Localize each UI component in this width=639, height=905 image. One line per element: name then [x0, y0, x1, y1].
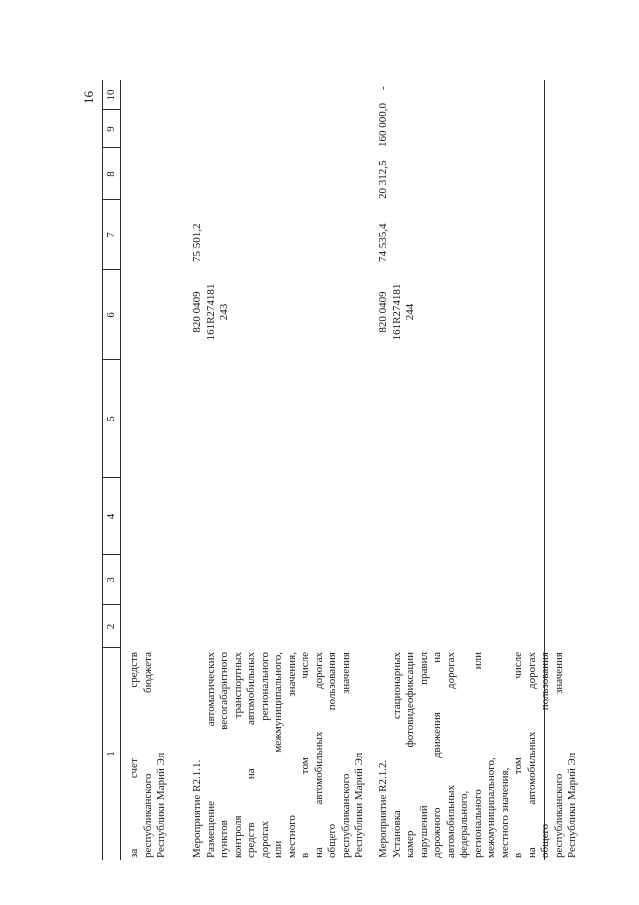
description-line: республиканского бюджета — [141, 652, 154, 858]
row-1-description — [191, 652, 367, 858]
description-line: Размещение автоматических — [204, 652, 217, 858]
row-2-description — [377, 652, 580, 858]
row-1-budget-code — [191, 272, 232, 352]
description-line: дорогах регионального — [258, 652, 271, 858]
column-header-5: 5 — [105, 416, 117, 422]
description-line: контроля транспортных — [231, 652, 244, 858]
description-line: Мероприятие R2.1.2. — [377, 759, 389, 858]
description-line: Республики Марий Эл — [566, 752, 578, 858]
description-line: Мероприятие R2.1.1. — [191, 759, 203, 858]
description-line: на автомобильных дорогах — [525, 652, 538, 858]
description-line: в том числе — [299, 652, 311, 858]
description-line: общего пользования — [326, 652, 338, 858]
column-header-4: 4 — [105, 513, 117, 520]
description-line: пунктов весогабаритного — [218, 652, 230, 858]
description-line: республиканского значения — [339, 652, 352, 858]
page-number: 16 — [81, 91, 96, 104]
description-line: дорожного движения на — [431, 652, 443, 858]
row-2-col9-value: 160 000,0 — [377, 103, 389, 147]
description-line: средств на автомобильных — [245, 652, 257, 858]
row-2-col8-value: 20 312,5 — [377, 160, 389, 199]
description-line: межмуниципального, — [485, 757, 497, 858]
budget-code-line: 820 0409 — [191, 291, 203, 333]
column-header-3: 3 — [105, 577, 117, 583]
description-line: Установка стационарных — [390, 652, 403, 858]
rotated-page — [81, 80, 578, 860]
budget-code-line: 161R274181 — [204, 283, 217, 341]
row-2-col10-value: - — [377, 86, 389, 90]
row-2-budget-code — [377, 272, 418, 352]
description-line: камер фотовидеофиксации — [404, 652, 416, 858]
column-header-2: 2 — [105, 623, 117, 630]
row-1-col7-value: 75 501,2 — [191, 223, 203, 262]
description-line: Республики Марий Эл — [353, 752, 365, 858]
description-line: за счет средств — [128, 652, 140, 858]
column-header-1: 1 — [105, 751, 117, 757]
budget-code-line: 243 — [218, 303, 230, 321]
description-line: регионального или — [471, 652, 484, 858]
header-bottom-rule — [120, 80, 121, 860]
description-line: автомобильных дорогах — [444, 652, 457, 858]
budget-code-line: 244 — [404, 303, 416, 321]
column-header-8: 8 — [105, 171, 117, 177]
row-2-col7-value: 74 535,4 — [377, 223, 389, 262]
description-line: или межмуниципального, — [272, 652, 284, 858]
column-header-9: 9 — [105, 126, 117, 132]
column-header-7: 7 — [105, 232, 117, 238]
row-0-description — [128, 652, 169, 858]
budget-code-line: 820 0409 — [377, 291, 389, 333]
description-line: республиканского значения — [552, 652, 565, 858]
description-line: Республики Марий Эл — [155, 752, 167, 858]
description-line: федерального, — [458, 790, 470, 858]
description-line: в том числе — [512, 652, 524, 858]
description-line: местного значения, — [498, 767, 511, 858]
column-header-10: 10 — [105, 89, 117, 101]
description-line: общего пользования — [539, 652, 551, 858]
column-header-6: 6 — [105, 312, 117, 318]
budget-code-line: 161R274181 — [390, 283, 403, 341]
description-line: нарушений правил — [417, 652, 430, 858]
description-line: на автомобильных дорогах — [312, 652, 325, 858]
description-line: местного значения, — [285, 652, 298, 858]
